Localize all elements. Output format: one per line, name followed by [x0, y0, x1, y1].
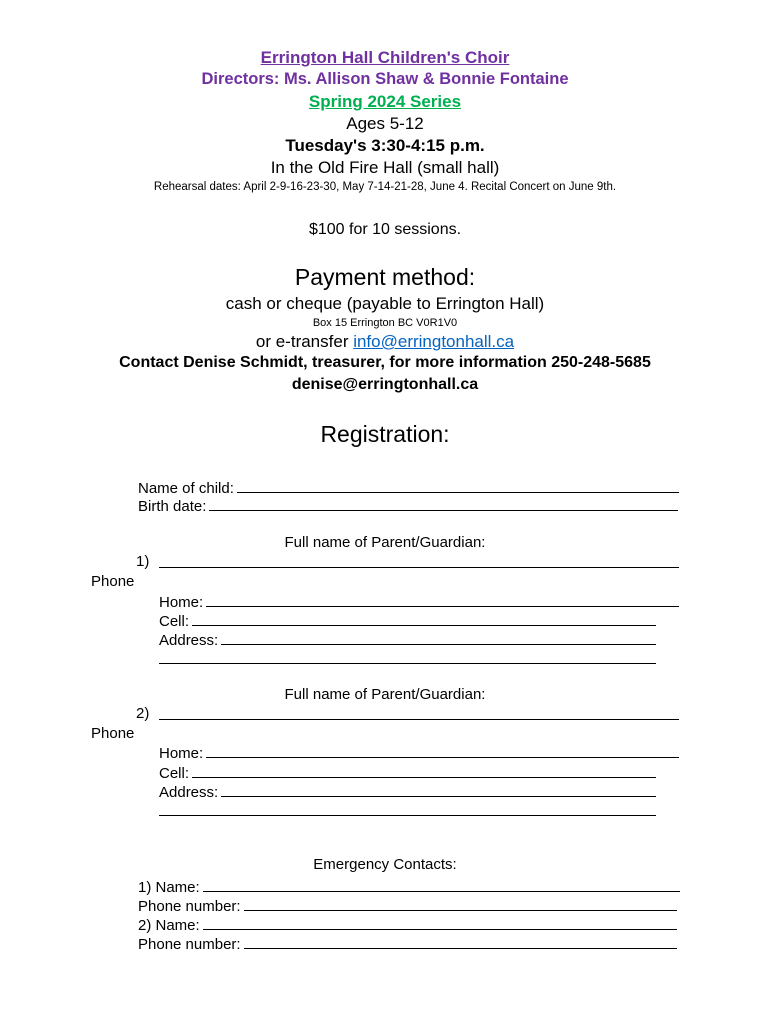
cash-cheque-line: cash or cheque (payable to Errington Hall) [225, 294, 545, 313]
guardian2-cell-label: Cell: [159, 765, 190, 782]
ages-line: Ages 5-12 [346, 114, 424, 133]
emergency1-name-field [138, 877, 680, 896]
time-line: Tuesday's 3:30-4:15 p.m. [285, 136, 485, 155]
guardian2-address-line-2[interactable] [159, 815, 656, 816]
treasurer-contact: Contact Denise Schmidt, treasurer, for more information 250-248-5685 [119, 354, 651, 371]
etransfer-email-link[interactable]: info@erringtonhall.ca [353, 332, 515, 351]
emergency2-phone-field [138, 934, 677, 953]
guardian1-address-label: Address: [159, 632, 219, 649]
directors-line: Directors: Ms. Allison Shaw & Bonnie Fontaine [201, 70, 569, 88]
guardian1-address-line[interactable] [221, 630, 656, 645]
registration-heading: Registration: [320, 421, 450, 447]
emergency1-phone-line[interactable] [244, 896, 677, 911]
emergency2-phone-line[interactable] [244, 934, 677, 949]
etransfer-line [0, 332, 770, 352]
guardian1-home-label: Home: [159, 594, 204, 611]
guardian2-address-field [159, 782, 656, 801]
emergency2-phone-label: Phone number: [138, 936, 241, 953]
emergency1-name-label: 1) Name: [138, 879, 200, 896]
guardian2-home-field [159, 743, 679, 762]
series-line: Spring 2024 Series [308, 92, 462, 111]
guardian2-home-line[interactable] [206, 743, 679, 758]
guardian1-cell-line[interactable] [192, 611, 656, 626]
rehearsal-dates: Rehearsal dates: April 2-9-16-23-30, May 7-14-21-28, June 4. Recital Concert on June 9th. [153, 181, 617, 193]
guardian1-cell-label: Cell: [159, 613, 190, 630]
etransfer-prefix: or e-transfer [255, 332, 354, 351]
emergency-heading: Emergency Contacts: [313, 856, 457, 873]
treasurer-email: denise@erringtonhall.ca [291, 376, 479, 393]
guardian1-name-line[interactable] [159, 567, 679, 568]
emergency1-name-line[interactable] [203, 877, 680, 892]
guardian1-number: 1) [136, 553, 150, 570]
guardian2-cell-field [159, 763, 656, 782]
mailing-address: Box 15 Errington BC V0R1V0 [312, 317, 458, 329]
location-line: In the Old Fire Hall (small hall) [270, 158, 500, 177]
guardian1-home-line[interactable] [206, 592, 679, 607]
guardian2-name-line[interactable] [159, 719, 679, 720]
child-name-label: Name of child: [138, 480, 234, 497]
child-name-field [138, 478, 679, 497]
birth-date-line[interactable] [209, 496, 678, 511]
guardian1-address-field [159, 630, 656, 649]
payment-heading: Payment method: [294, 264, 476, 290]
emergency2-name-line[interactable] [203, 915, 677, 930]
guardian1-phone-label: Phone [91, 573, 135, 590]
guardian1-home-field [159, 592, 679, 611]
guardian2-home-label: Home: [159, 745, 204, 762]
guardian2-address-line[interactable] [221, 782, 656, 797]
price-line: $100 for 10 sessions. [308, 221, 462, 238]
guardian2-address-label: Address: [159, 784, 219, 801]
choir-title: Errington Hall Children's Choir [260, 48, 510, 67]
child-name-line[interactable] [237, 478, 679, 493]
guardian2-heading: Full name of Parent/Guardian: [284, 686, 486, 703]
guardian2-cell-line[interactable] [192, 763, 656, 778]
birth-date-field [138, 496, 678, 515]
emergency2-name-label: 2) Name: [138, 917, 200, 934]
guardian1-heading: Full name of Parent/Guardian: [284, 534, 486, 551]
guardian1-address-line-2[interactable] [159, 663, 656, 664]
guardian2-number: 2) [136, 705, 150, 722]
emergency1-phone-field [138, 896, 677, 915]
guardian1-cell-field [159, 611, 656, 630]
emergency2-name-field [138, 915, 677, 934]
guardian2-phone-label: Phone [91, 725, 135, 742]
emergency1-phone-label: Phone number: [138, 898, 241, 915]
birth-date-label: Birth date: [138, 498, 207, 515]
